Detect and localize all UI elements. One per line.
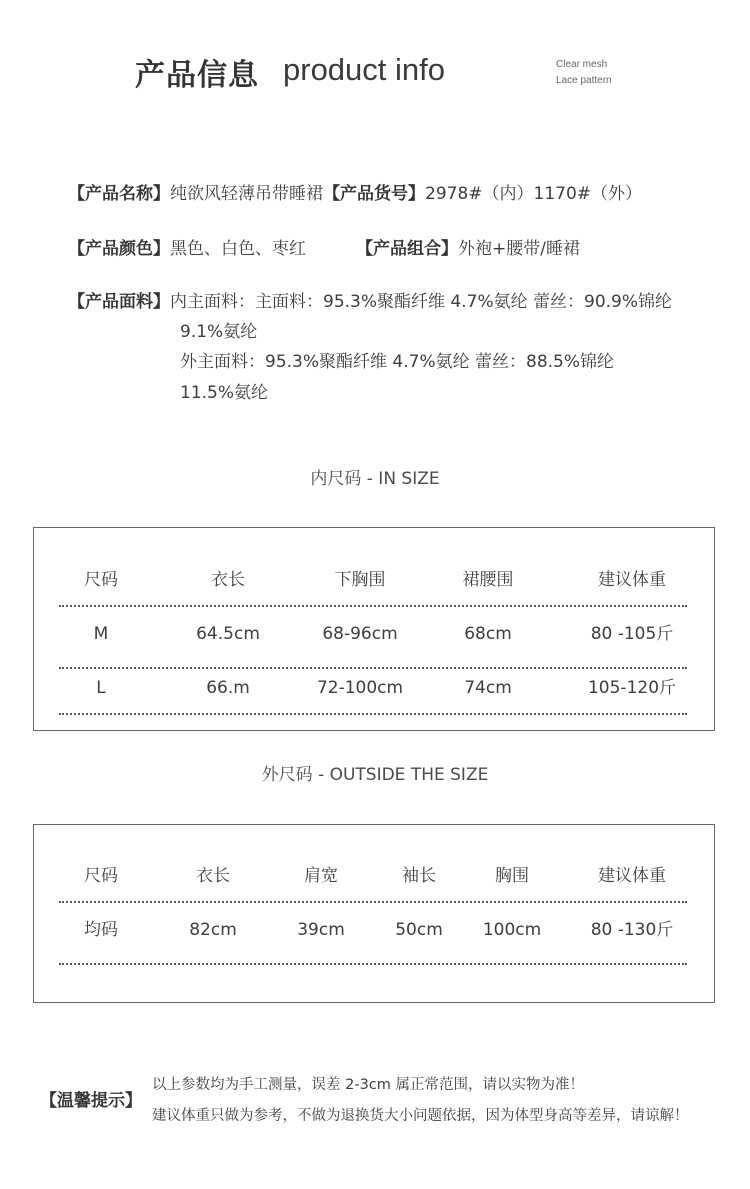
out-header-bust: 胸围 <box>495 866 529 886</box>
table-row <box>59 614 687 654</box>
length-cell: 64.5cm <box>196 624 260 644</box>
size-cell: L <box>96 678 106 698</box>
product-fabric-label: 【产品面料】 <box>68 292 170 312</box>
waist-cell: 74cm <box>464 678 512 698</box>
size-cell: 均码 <box>84 920 118 940</box>
in-header-size: 尺码 <box>84 570 118 590</box>
out-header-shoulder: 肩宽 <box>304 866 338 886</box>
row-divider <box>59 713 687 715</box>
fabric-line-2: 9.1%氨纶 <box>180 322 258 342</box>
info-row-fabric <box>68 287 672 312</box>
product-name-value: 纯欲风轻薄吊带睡裙 <box>170 184 323 204</box>
fabric-line-3: 外主面料：95.3%聚酯纤维 4.7%氨纶 蕾丝：88.5%锦纶 <box>180 352 615 372</box>
weight-cell: 80 -105斤 <box>590 624 674 644</box>
table-row <box>59 668 687 708</box>
in-size-table <box>33 527 715 731</box>
length-cell: 82cm <box>189 920 237 940</box>
row-divider <box>59 605 687 607</box>
out-size-header-row <box>59 856 687 896</box>
row-divider <box>59 901 687 903</box>
out-header-length: 衣长 <box>196 866 230 886</box>
product-code-label: 【产品货号】 <box>323 184 425 204</box>
shoulder-cell: 39cm <box>297 920 345 940</box>
in-header-weight: 建议体重 <box>598 570 666 590</box>
product-color-value: 黑色、白色、枣红 <box>170 239 306 259</box>
product-color-label: 【产品颜色】 <box>68 239 170 259</box>
tips-label: 【温馨提示】 <box>40 1091 142 1111</box>
underbust-cell: 72-100cm <box>316 678 404 698</box>
product-code-value: 2978#（内）1170#（外） <box>425 184 643 204</box>
page-title-en: product info <box>283 52 445 87</box>
out-size-table <box>33 824 715 1003</box>
waist-cell: 68cm <box>464 624 512 644</box>
product-name-label: 【产品名称】 <box>68 184 170 204</box>
page-title-cn: 产品信息 <box>135 58 259 93</box>
sleeve-cell: 50cm <box>395 920 443 940</box>
out-size-title: 外尺码 - OUTSIDE THE SIZE <box>261 765 489 785</box>
info-row-color <box>68 234 306 259</box>
product-combo-label: 【产品组合】 <box>356 239 458 259</box>
fabric-line-4: 11.5%氨纶 <box>180 383 269 403</box>
weight-cell: 80 -130斤 <box>590 920 674 940</box>
out-header-weight: 建议体重 <box>598 866 666 886</box>
in-header-length: 衣长 <box>211 570 245 590</box>
underbust-cell: 68-96cm <box>322 624 398 644</box>
info-row-combo <box>356 234 580 259</box>
out-header-sleeve: 袖长 <box>402 866 436 886</box>
out-header-size: 尺码 <box>84 866 118 886</box>
tips-line-2: 建议体重只做为参考，不做为退换货大小问题依据，因为体型身高等差异，请谅解！ <box>152 1108 689 1124</box>
fabric-line-1: 内主面料：主面料：95.3%聚酯纤维 4.7%氨纶 蕾丝：90.9%锦纶 <box>170 292 673 312</box>
weight-cell: 105-120斤 <box>587 678 677 698</box>
tips-line-1: 以上参数均为手工测量，误差 2-3cm 属正常范围，请以实物为准！ <box>152 1077 584 1093</box>
info-row-name <box>68 179 642 204</box>
product-combo-value: 外袍+腰带/睡裙 <box>458 239 580 259</box>
table-row <box>59 910 687 950</box>
in-size-header-row <box>59 560 687 600</box>
size-cell: M <box>93 624 109 644</box>
in-header-underbust: 下胸围 <box>334 570 386 590</box>
bust-cell: 100cm <box>482 920 542 940</box>
length-cell: 66.m <box>206 678 250 698</box>
in-header-waist: 裙腰围 <box>462 570 514 590</box>
row-divider <box>59 963 687 965</box>
in-size-title: 内尺码 - IN SIZE <box>310 469 440 489</box>
feature-tag-mesh: Clear mesh <box>556 59 608 70</box>
feature-tag-lace: Lace pattern <box>556 75 612 86</box>
